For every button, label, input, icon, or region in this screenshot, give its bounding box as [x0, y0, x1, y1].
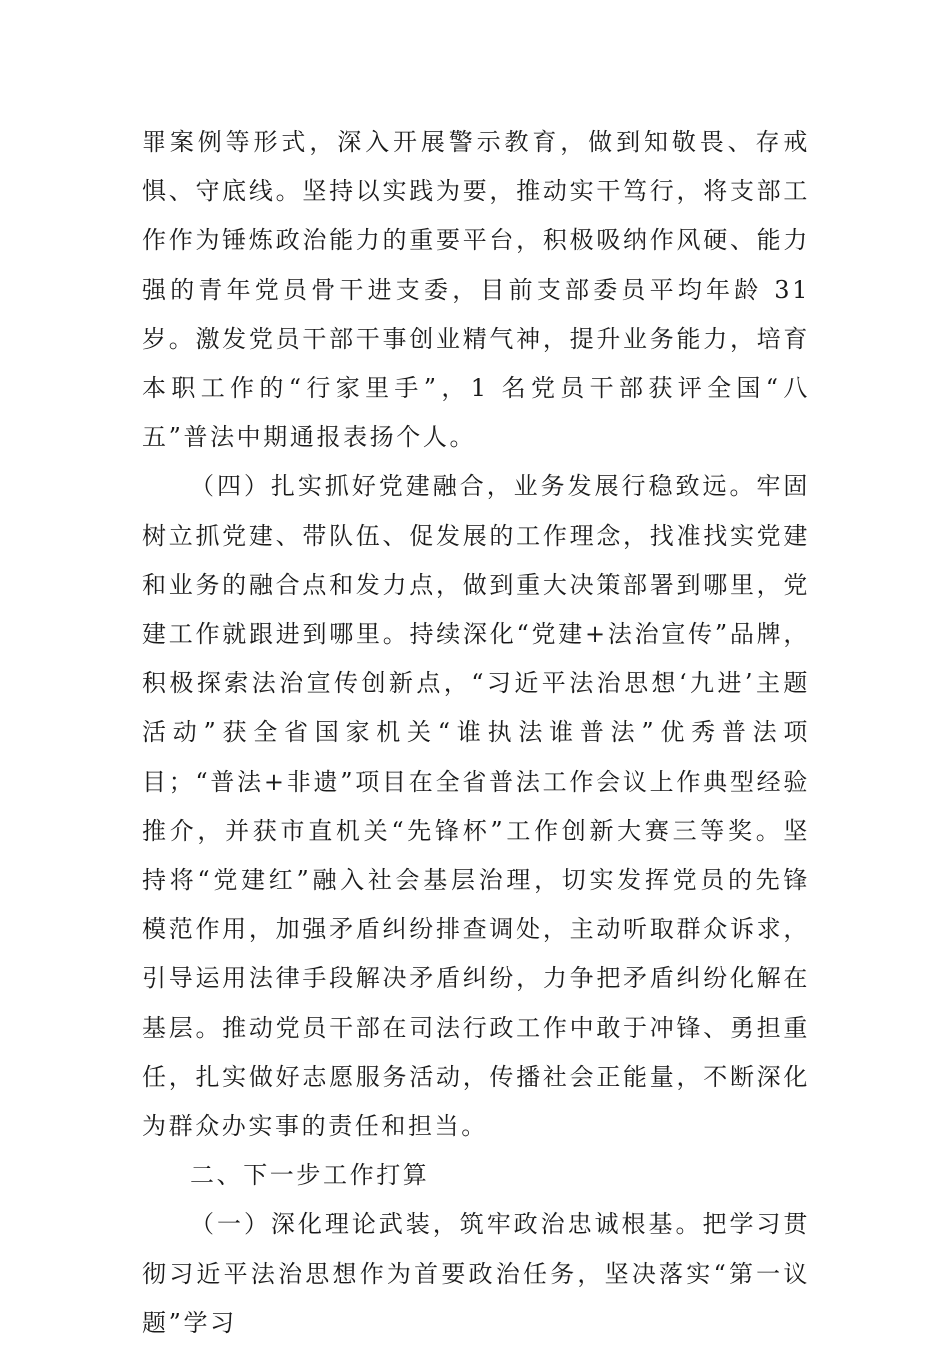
paragraph-continuation: 罪案例等形式，深入开展警示教育，做到知敬畏、存戒惧、守底线。坚持以实践为要，推动实干笃行，将支部工作作为锤炼政治能力的重要平台，积极吸纳作风硬、能力强的青年党员骨干进支委，目前支部委员平均年龄 31 岁。激发党员干部干事创业精气神，提升业务能力，培育本职工作的“行家里手”，1 名党员干部获评全国“八五”普法中期通报表扬个人。 — [142, 128, 810, 452]
section-heading-next-steps: 二、下一步工作打算 — [190, 1161, 430, 1190]
paragraph-theory-armament: （一）深化理论武装，筑牢政治忠诚根基。把学习贯彻习近平法治思想作为首要政治任务，坚决落实“第一议题”学习 — [142, 1210, 810, 1337]
paragraph-party-building-integration: （四）扎实抓好党建融合，业务发展行稳致远。牢固树立抓党建、带队伍、促发展的工作理念，找准找实党建和业务的融合点和发力点，做到重大决策部署到哪里，党建工作就跟进到哪里。持续深化“党建+法治宣传”品牌，积极探索法治宣传创新点，“习近平法治思想‘九进’主题活动”获全省国家机关“谁执法谁普法”优秀普法项目；“普法+非遗”项目在全省普法工作会议上作典型经验推介，并获市直机关“先锋杯”工作创新大赛三等奖。坚持将“党建红”融入社会基层治理，切实发挥党员的先锋模范作用，加强矛盾纠纷排查调处，主动听取群众诉求，引导运用法律手段解决矛盾纠纷，力争把矛盾纠纷化解在基层。推动党员干部在司法行政工作中敢于冲锋、勇担重任，扎实做好志愿服务活动，传播社会正能量，不断深化为群众办实事的责任和担当。 — [142, 472, 810, 1141]
document-body — [142, 118, 810, 1348]
